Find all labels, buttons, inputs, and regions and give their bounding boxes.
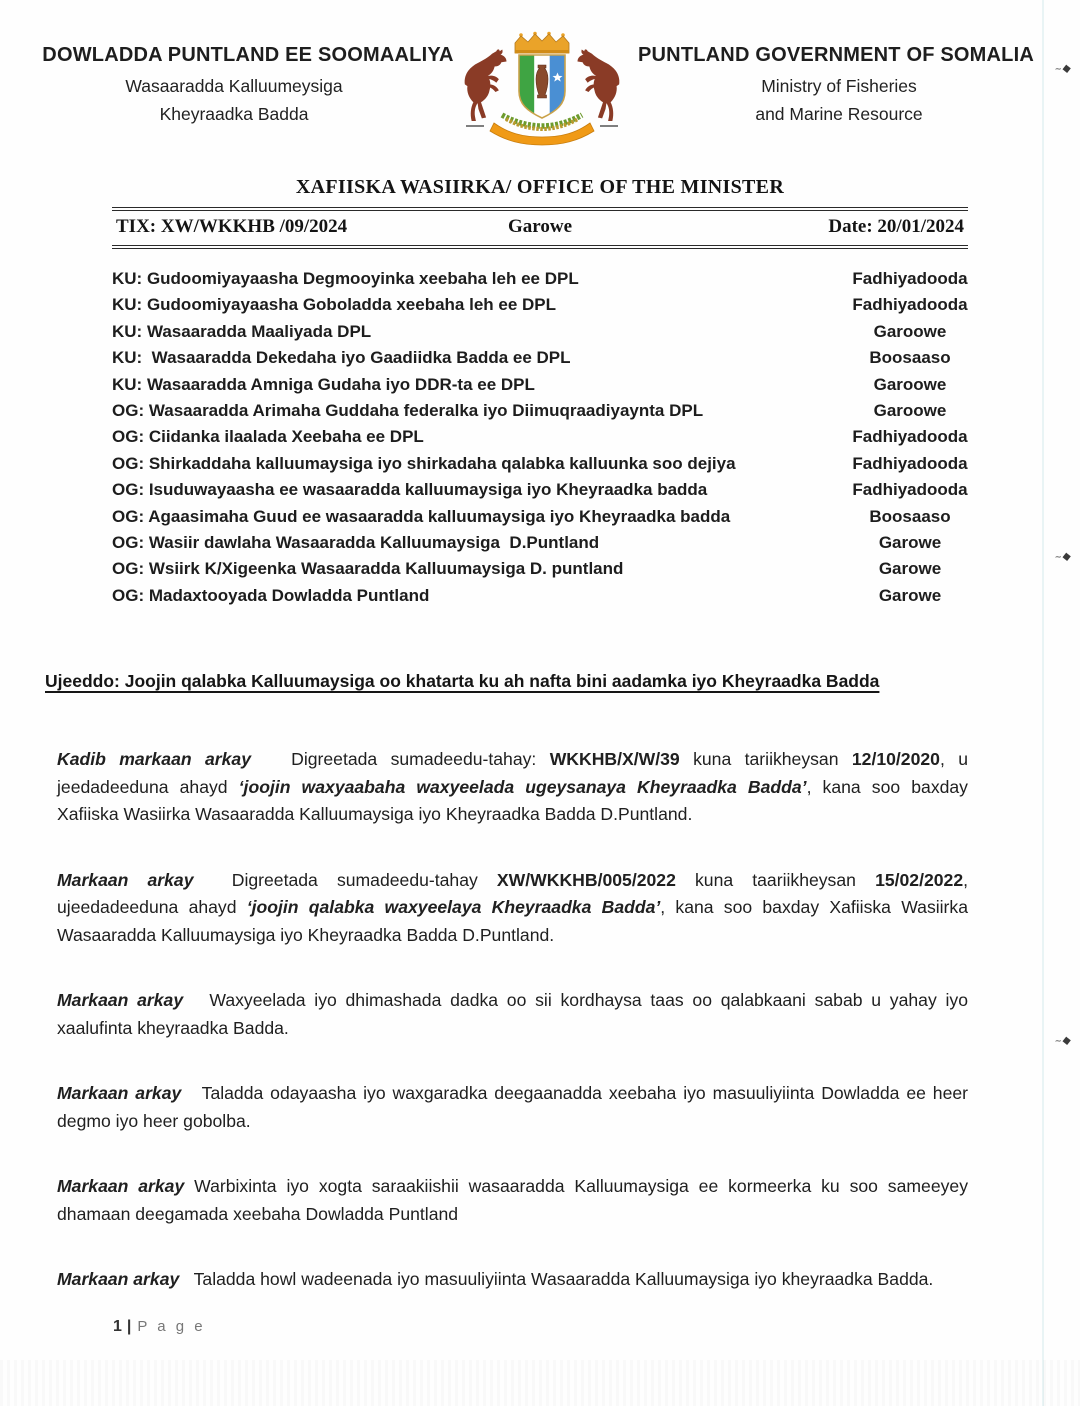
- recipient-location: Garoowe: [873, 401, 947, 421]
- government-title-english: PUNTLAND GOVERNMENT OF SOMALIA: [638, 44, 1034, 66]
- recipient-location: Garoowe: [873, 374, 947, 394]
- office-title: XAFIISKA WASIIRKA/ OFFICE OF THE MINISTER: [295, 176, 785, 198]
- puntland-coat-of-arms: [456, 30, 628, 152]
- recipient-label: KU: Wasaaradda Amniga Gudaha iyo DDR-ta ee DPL: [112, 374, 535, 394]
- distribution-row: [112, 451, 985, 477]
- scan-artifact: ~◆: [1054, 62, 1073, 76]
- recipient-location: Garowe: [878, 559, 942, 579]
- recipient-label: OG: Shirkaddaha kalluumaysiga iyo shirkadaha qalabka kalluunka soo dejiya: [112, 453, 736, 473]
- horse-right-icon: [578, 49, 620, 121]
- subject-line: Ujeeddo: Joojin qalabka Kalluumaysiga oo khatarta ku ah nafta bini aadamka iyo Kheyraadka Badda: [45, 671, 880, 692]
- ministry-line2-somali: Kheyraadka Badda: [159, 104, 309, 124]
- letter-body: [57, 746, 973, 1294]
- recipient-location: Garoowe: [873, 321, 947, 341]
- text-segment: ‘joojin qalabka waxyeelaya Kheyraadka Badda’: [246, 897, 661, 918]
- recipient-label: OG: Wsiirk K/Xigeenka Wasaaradda Kalluumaysiga D. puntland: [112, 559, 624, 579]
- distribution-row: [112, 398, 985, 424]
- letterhead-english: [628, 44, 1044, 128]
- scan-artifact: ~◆: [1054, 1034, 1073, 1048]
- distribution-row: [112, 504, 985, 530]
- distribution-row: [112, 530, 985, 556]
- recipient-location: Garowe: [878, 533, 942, 553]
- text-segment: Digreetada sumadeedu-tahay:: [251, 749, 550, 770]
- recipient-location: Fadhiyadooda: [852, 295, 968, 315]
- recipient-location: Garowe: [878, 585, 942, 605]
- footer-divider: |: [126, 1318, 132, 1335]
- distribution-row: [112, 266, 985, 292]
- text-segment: WKKHB/X/W/39: [549, 749, 680, 770]
- distribution-row: [112, 372, 985, 398]
- distribution-row: [112, 319, 985, 345]
- recipient-location: Boosaaso: [869, 506, 951, 526]
- text-segment: Taladda howl wadeenada iyo masuuliyiinta Wasaaradda Kalluumaysiga iyo kheyraadka Badda.: [179, 1269, 934, 1290]
- text-segment: Warbixinta iyo xogta saraakiishii wasaaradda Kalluumaysiga ee kormeerka ku soo sameeyey dhamaan deegamada xeebaha Dowladda Puntland: [57, 1176, 973, 1224]
- recipient-location: Fadhiyadooda: [852, 427, 968, 447]
- recipient-label: OG: Wasaaradda Arimaha Guddaha federalka iyo Diimuqraadiyaynta DPL: [112, 401, 704, 421]
- recipient-label: OG: Ciidanka ilaalada Xeebaha ee DPL: [112, 427, 424, 447]
- text-segment: , u jeedadeeduna ahayd: [57, 749, 973, 797]
- text-segment: Markaan arkay: [57, 1176, 185, 1197]
- distribution-row: [112, 345, 985, 371]
- scan-artifact: ~◆: [1054, 550, 1073, 564]
- distribution-row: [112, 477, 985, 503]
- text-segment: ‘joojin waxyaabaha waxyeelada ugeysanaya Kheyraadka Badda’: [238, 776, 807, 797]
- coat-of-arms-svg: [462, 30, 622, 152]
- scan-noise-band: [0, 1360, 1080, 1406]
- horse-left-icon: [465, 49, 507, 121]
- distribution-row: [112, 556, 985, 582]
- text-segment: , kana soo baxday Xafiiska Wasiirka Wasaaradda Kalluumaysiga iyo Kheyraadka Badda D.Puntland.: [57, 776, 973, 825]
- recipient-label: OG: Isuduwayaasha ee wasaaradda kalluumaysiga iyo Kheyraadka badda: [112, 480, 708, 500]
- text-segment: Kadib markaan arkay: [57, 749, 251, 770]
- text-segment: kuna tariikheysan: [679, 749, 852, 770]
- letterhead: [0, 0, 1080, 152]
- text-segment: Markaan arkay: [57, 1083, 182, 1104]
- text-segment: Digreetada sumadeedu-tahay: [193, 869, 497, 890]
- crown-icon: [515, 32, 569, 54]
- reference-date: Date: 20/01/2024: [828, 216, 964, 237]
- recipient-label: KU: Wasaaradda Dekedaha iyo Gaadiidka Badda ee DPL: [112, 348, 571, 368]
- text-segment: Waxyeelada iyo dhimashada dadka oo sii kordhaysa taas oo qalabkaani sabab u yahay iyo xaalufinta kheyraadka Badda.: [57, 990, 973, 1038]
- distribution-row: [112, 292, 985, 318]
- body-paragraph: [57, 1173, 973, 1228]
- text-segment: , ujeedadeeduna ahayd: [57, 869, 973, 918]
- page-word: P a g e: [137, 1318, 206, 1335]
- text-segment: Markaan arkay: [57, 869, 194, 890]
- body-paragraph: [57, 987, 973, 1042]
- recipient-location: Fadhiyadooda: [852, 269, 968, 288]
- body-paragraph: [57, 1266, 968, 1294]
- reference-bar: [112, 207, 968, 249]
- ministry-line1-somali: Wasaaradda Kalluumeysiga: [125, 76, 343, 96]
- text-segment: Markaan arkay: [57, 1269, 180, 1290]
- recipient-location: Boosaaso: [869, 348, 951, 368]
- text-segment: kuna taariikheysan: [675, 869, 876, 890]
- ministry-line1-english: Ministry of Fisheries: [761, 76, 917, 96]
- distribution-row: [112, 583, 985, 609]
- letterhead-somali: [40, 44, 456, 128]
- recipient-location: Fadhiyadooda: [852, 453, 968, 473]
- text-segment: 15/02/2022: [875, 869, 964, 890]
- recipient-label: OG: Wasiir dawlaha Wasaaradda Kalluumaysiga D.Puntland: [112, 533, 600, 553]
- recipient-label: KU: Gudoomiyayaasha Degmooyinka xeebaha leh ee DPL: [112, 269, 579, 288]
- ministry-line2-english: and Marine Resource: [755, 104, 923, 124]
- recipient-label: KU: Gudoomiyayaasha Goboladda xeebaha leh ee DPL: [112, 295, 557, 315]
- text-segment: , kana soo baxday Xafiiska Wasiirka Wasaaradda Kalluumaysiga iyo Kheyraadka Badda D.Puntland.: [57, 897, 973, 945]
- page-number: 1: [113, 1318, 122, 1335]
- distribution-list: [112, 266, 985, 609]
- recipient-location: Fadhiyadooda: [852, 480, 968, 500]
- recipient-label: OG: Agaasimaha Guud ee wasaaradda kalluumaysiga iyo Kheyraadka badda: [112, 506, 731, 526]
- text-segment: 12/10/2020: [851, 749, 940, 770]
- text-segment: Taladda odayaasha iyo waxgaradka deegaanadda xeebaha iyo masuuliyiinta Dowladda ee heer degmo iyo heer gobolba.: [57, 1083, 973, 1131]
- body-paragraph: [57, 867, 973, 950]
- page-footer: [113, 1318, 206, 1336]
- text-segment: Markaan arkay: [57, 990, 184, 1011]
- reference-place: Garowe: [507, 216, 573, 237]
- text-segment: XW/WKKHB/005/2022: [496, 869, 676, 890]
- government-title-somali: DOWLADDA PUNTLAND EE SOOMAALIYA: [42, 44, 454, 66]
- recipient-label: OG: Madaxtooyada Dowladda Puntland: [112, 585, 430, 605]
- recipient-label: KU: Wasaaradda Maaliyada DPL: [112, 321, 372, 341]
- distribution-row: [112, 424, 985, 450]
- reference-number: TIX: XW/WKKHB /09/2024: [116, 216, 348, 237]
- body-paragraph: [57, 746, 973, 829]
- scan-edge-line: [1042, 0, 1044, 1406]
- body-paragraph: [57, 1080, 973, 1135]
